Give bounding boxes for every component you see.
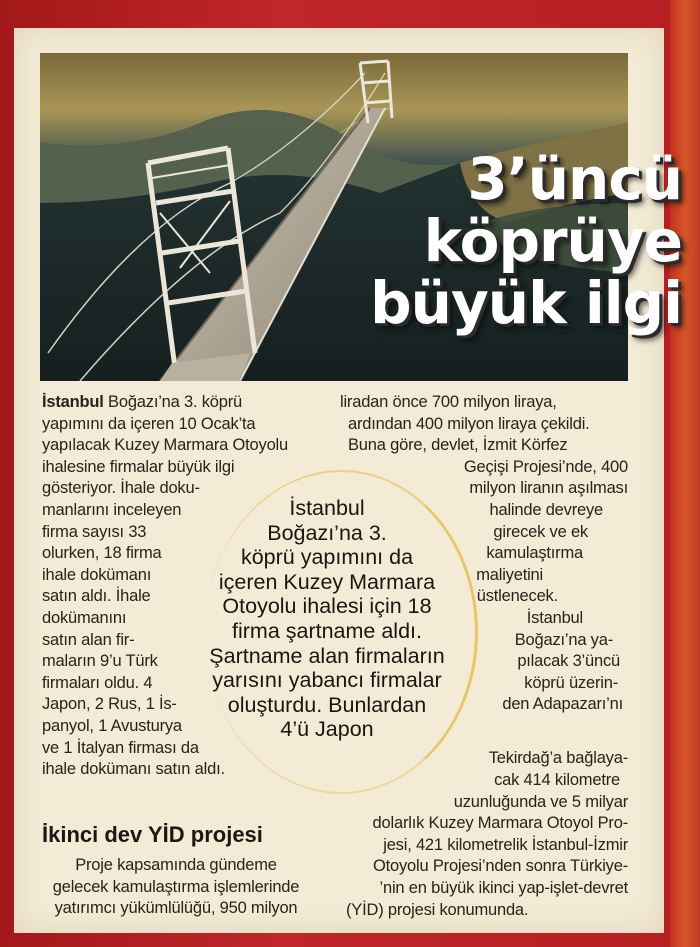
left-line: ihalesine firmalar büyük ilgi [42,457,235,476]
quote-line: köprü yapımını da [240,545,414,570]
right-line: ’nin en büyük ikinci yap-işlet-devret [379,878,628,897]
quote-line: Otoyolu ihalesi için 18 [222,594,432,619]
left-line: gösteriyor. İhale doku- [42,479,200,498]
right-line: Boğazı’na ya- [514,630,613,649]
left-line: maların 9’u Türk [42,652,158,671]
right-line: kamulaştırma [486,544,583,563]
left-line: dokümanını [42,608,127,627]
headline-line-1: 3’üncü [467,145,682,213]
lead-word: İstanbul [42,393,104,411]
right-line: maliyetini [476,565,543,584]
right-line: jesi, 421 kilometrelik İstanbul-İzmir [383,835,628,854]
bottom-line: Proje kapsamında gündeme [75,856,277,874]
right-line: (YİD) projesi konumunda. [346,900,529,919]
right-line: halinde devreye [489,500,603,519]
left-line-text: Boğazı’na 3. köprü [103,393,243,411]
left-line: panyol, 1 Avusturya [42,716,182,735]
quote-line: firma şartname aldı. [232,618,422,643]
left-line: satın aldı. İhale [42,587,151,606]
quote-line: oluşturdu. Bunlardan [227,692,427,717]
headline [352,145,682,337]
right-line: liradan önce 700 milyon liraya, [340,393,557,411]
left-line: yapılacak Kuzey Marmara Otoyolu [42,436,288,455]
right-line: Geçişi Projesi’nde, 400 [463,457,628,476]
right-line: milyon liranın aşılması [469,479,628,498]
right-line: dolarlık Kuzey Marmara Otoyol Pro- [372,814,628,833]
pull-quote [198,496,456,742]
left-line: olurken, 18 firma [42,544,162,563]
headline-line-3: büyük ilgi [370,269,682,337]
right-line: Tekirdağ’a bağlaya- [488,749,628,767]
quote-line: 4’ü Japon [280,717,374,742]
right-line: uzunluğunda ve 5 milyar [453,792,628,811]
left-line: ihale dokümanı satın aldı. [42,760,225,779]
left-line: firma sayısı 33 [42,522,147,541]
quote-line: Şartname alan firmaların [209,643,445,668]
right-line: üstlenecek. [476,587,558,606]
bottom-line: gelecek kamulaştırma işlemlerinde [52,877,300,896]
left-line: satın alan fir- [42,630,135,649]
section-subhead: İkinci dev YİD projesi [42,822,263,847]
left-line: manlarını inceleyen [42,500,182,519]
bottom-line: yatırımcı yükümlülüğü, 950 milyon [54,899,298,918]
right-line: den Adapazarı’nı [502,695,623,714]
right-column-bottom [320,770,628,921]
left-line: Japon, 2 Rus, 1 İs- [42,695,177,714]
quote-line: İstanbul [289,496,365,520]
right-line: İstanbul [526,608,583,627]
left-line [42,392,320,414]
quote-line: Boğazı’na 3. [267,520,387,545]
right-line: pılacak 3’üncü [517,652,620,671]
left-line: ihale dokümanı [42,565,152,584]
headline-line-2: köprüye [423,207,682,275]
right-line: cak 414 kilometre [494,771,620,789]
right-line: ardından 400 milyon liraya çekildi. [348,414,590,433]
left-line: yapımını da içeren 10 Ocak’ta [42,414,256,433]
right-line: köprü üzerin- [524,673,618,692]
left-line: firmaları oldu. 4 [42,673,153,692]
left-line: ve 1 İtalyan firması da [42,738,199,757]
frame-edge [670,0,700,947]
bottom-left-paragraph [42,855,310,920]
quote-line: içeren Kuzey Marmara [218,569,436,594]
right-line: girecek ve ek [493,522,588,541]
right-line: Otoyolu Projesi’nden sonra Türkiye- [373,857,628,876]
right-line: Buna göre, devlet, İzmit Körfez [348,436,568,455]
quote-line: yarısını yabancı firmalar [212,668,442,693]
